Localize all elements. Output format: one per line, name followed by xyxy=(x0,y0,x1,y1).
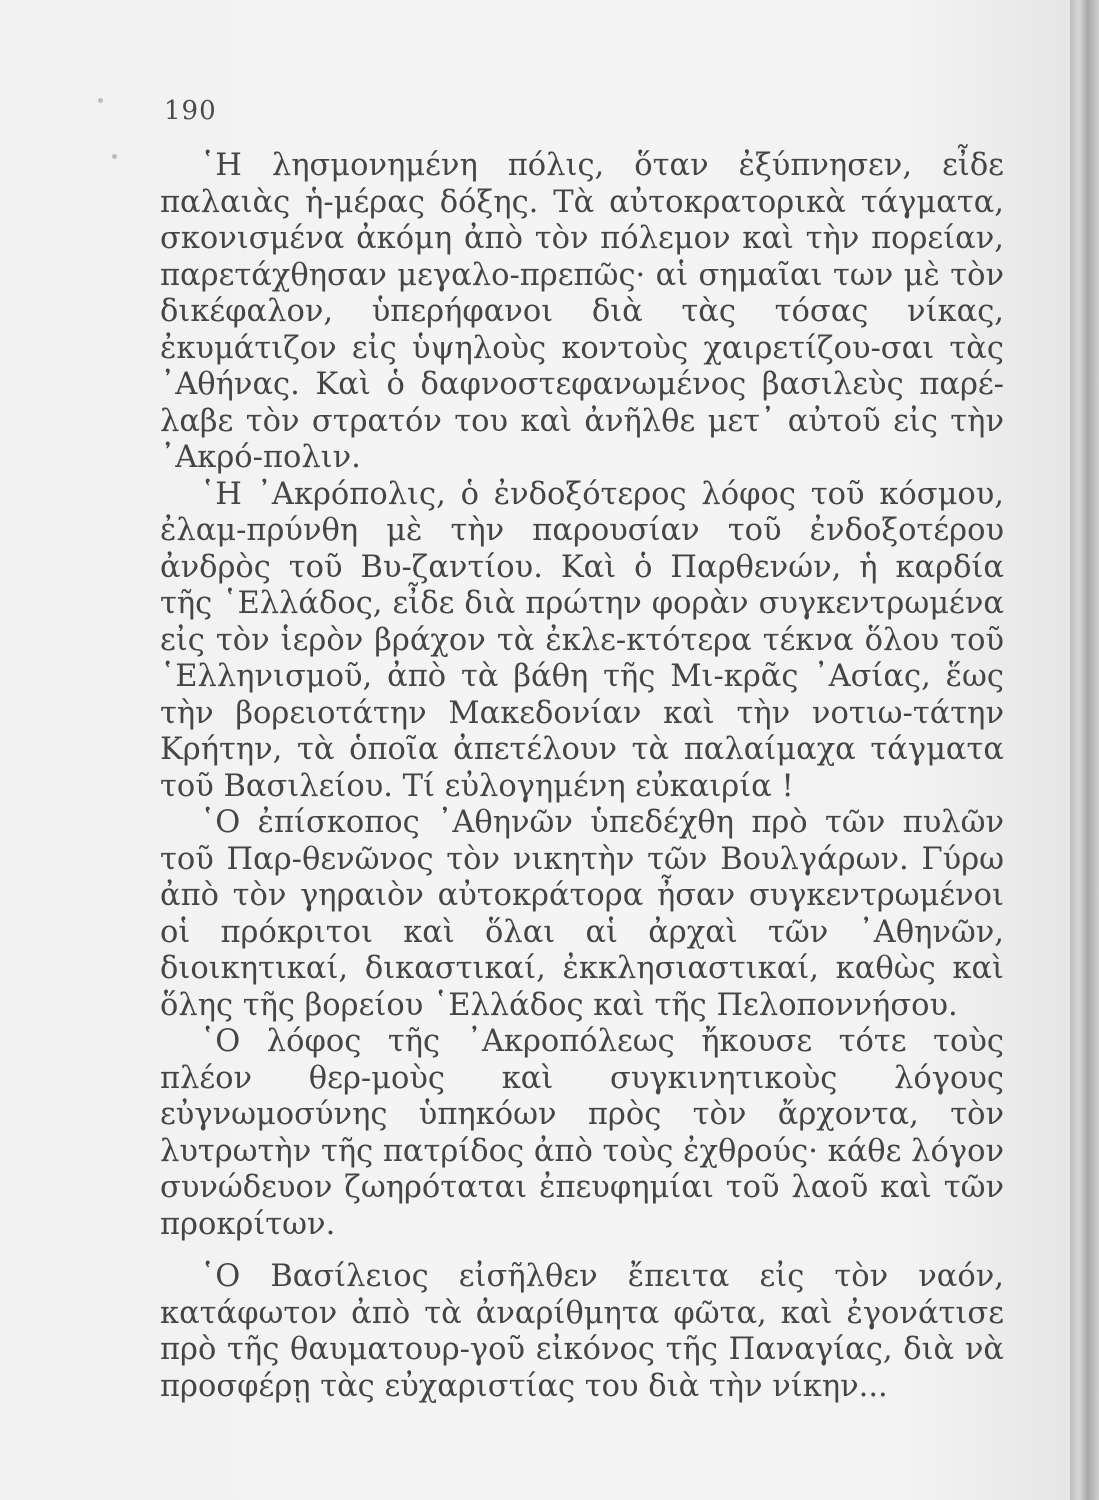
paper-speck xyxy=(98,98,103,103)
paragraph-3: ῾Ο ἐπίσκοπος ᾿Αθηνῶν ὑπεδέχθη πρὸ τῶν πυλῶν τοῦ Παρ-θενῶνος τὸν νικητὴν τῶν Βουλγάρων. Γύρω ἀπὸ τὸν γηραιὸν αὐτοκράτορα ἦσαν συγκεντρωμένοι οἱ πρόκριτοι καὶ ὅλαι αἱ ἀρχαὶ τῶν ᾿Αθηνῶν, διοικητικαί, δικαστικαί, ἐκκλησιαστικαί, καθὼς καὶ ὅλης τῆς βορείου ῾Ελλάδος καὶ τῆς Πελοποννήσου. xyxy=(160,805,1004,1023)
paragraph-1: ῾Η λησμονημένη πόλις, ὅταν ἐξύπνησεν, εἶδε παλαιὰς ἡ-μέρας δόξης. Τὰ αὐτοκρατορικὰ τάγματα, σκονισμένα ἀκόμη ἀπὸ τὸν πόλεμον καὶ τὴν πορείαν, παρετάχθησαν μεγαλο-πρεπῶς· αἱ σημαῖαι των μὲ τὸν δικέφαλον, ὑπερήφανοι διὰ τὰς τόσας νίκας, ἐκυμάτιζον εἰς ὑψηλοὺς κοντοὺς χαιρετίζου-σαι τὰς ᾿Αθήνας. Καὶ ὁ δαφνοστεφανωμένος βασιλεὺς παρέ-λαβε τὸν στρατόν του καὶ ἀνῆλθε μετ᾿ αὐτοῦ εἰς τὴν ᾿Ακρό-πολιν. xyxy=(160,148,1004,475)
paragraph-2: ῾Η ᾿Ακρόπολις, ὁ ἐνδοξότερος λόφος τοῦ κόσμου, ἐλαμ-πρύνθη μὲ τὴν παρουσίαν τοῦ ἐνδοξοτέρου ἀνδρὸς τοῦ Βυ-ζαντίου. Καὶ ὁ Παρθενών, ἡ καρδία τῆς ῾Ελλάδος, εἶδε διὰ πρώτην φορὰν συγκεντρωμένα εἰς τὸν ἱερὸν βράχον τὰ ἐκλε-κτότερα τέκνα ὅλου τοῦ ῾Ελληνισμοῦ, ἀπὸ τὰ βάθη τῆς Μι-κρᾶς ᾿Ασίας, ἕως τὴν βορειοτάτην Μακεδονίαν καὶ τὴν νοτιω-τάτην Κρήτην, τὰ ὁποῖα ἀπετέλουν τὰ παλαίμαχα τάγματα τοῦ Βασιλείου. Τί εὐλογημένη εὐκαιρία ! xyxy=(160,476,1004,804)
page-number: 190 xyxy=(164,96,217,126)
body-text xyxy=(160,148,1004,1405)
book-spine-edge xyxy=(1070,0,1099,1500)
paragraph-5: ῾Ο Βασίλειος εἰσῆλθεν ἔπειτα εἰς τὸν ναόν, κατάφωτον ἀπὸ τὰ ἀναρίθμητα φῶτα, καὶ ἐγονάτισε πρὸ τῆς θαυματουρ-γοῦ εἰκόνος τῆς Παναγίας, διὰ νὰ προσφέρῃ τὰς εὐχαριστίας του διὰ τὴν νίκην... xyxy=(160,1259,1004,1404)
paper-speck xyxy=(112,154,117,159)
paragraph-4: ῾Ο λόφος τῆς ᾿Ακροπόλεως ἤκουσε τότε τοὺς πλέον θερ-μοὺς καὶ συγκινητικοὺς λόγους εὐγνωμοσύνης ὑπηκόων πρὸς τὸν ἄρχοντα, τὸν λυτρωτὴν τῆς πατρίδος ἀπὸ τοὺς ἐχθρούς· κάθε λόγον συνώδευον ζωηρόταται ἐπευφημίαι τοῦ λαοῦ καὶ τῶν προκρίτων. xyxy=(160,1024,1004,1242)
